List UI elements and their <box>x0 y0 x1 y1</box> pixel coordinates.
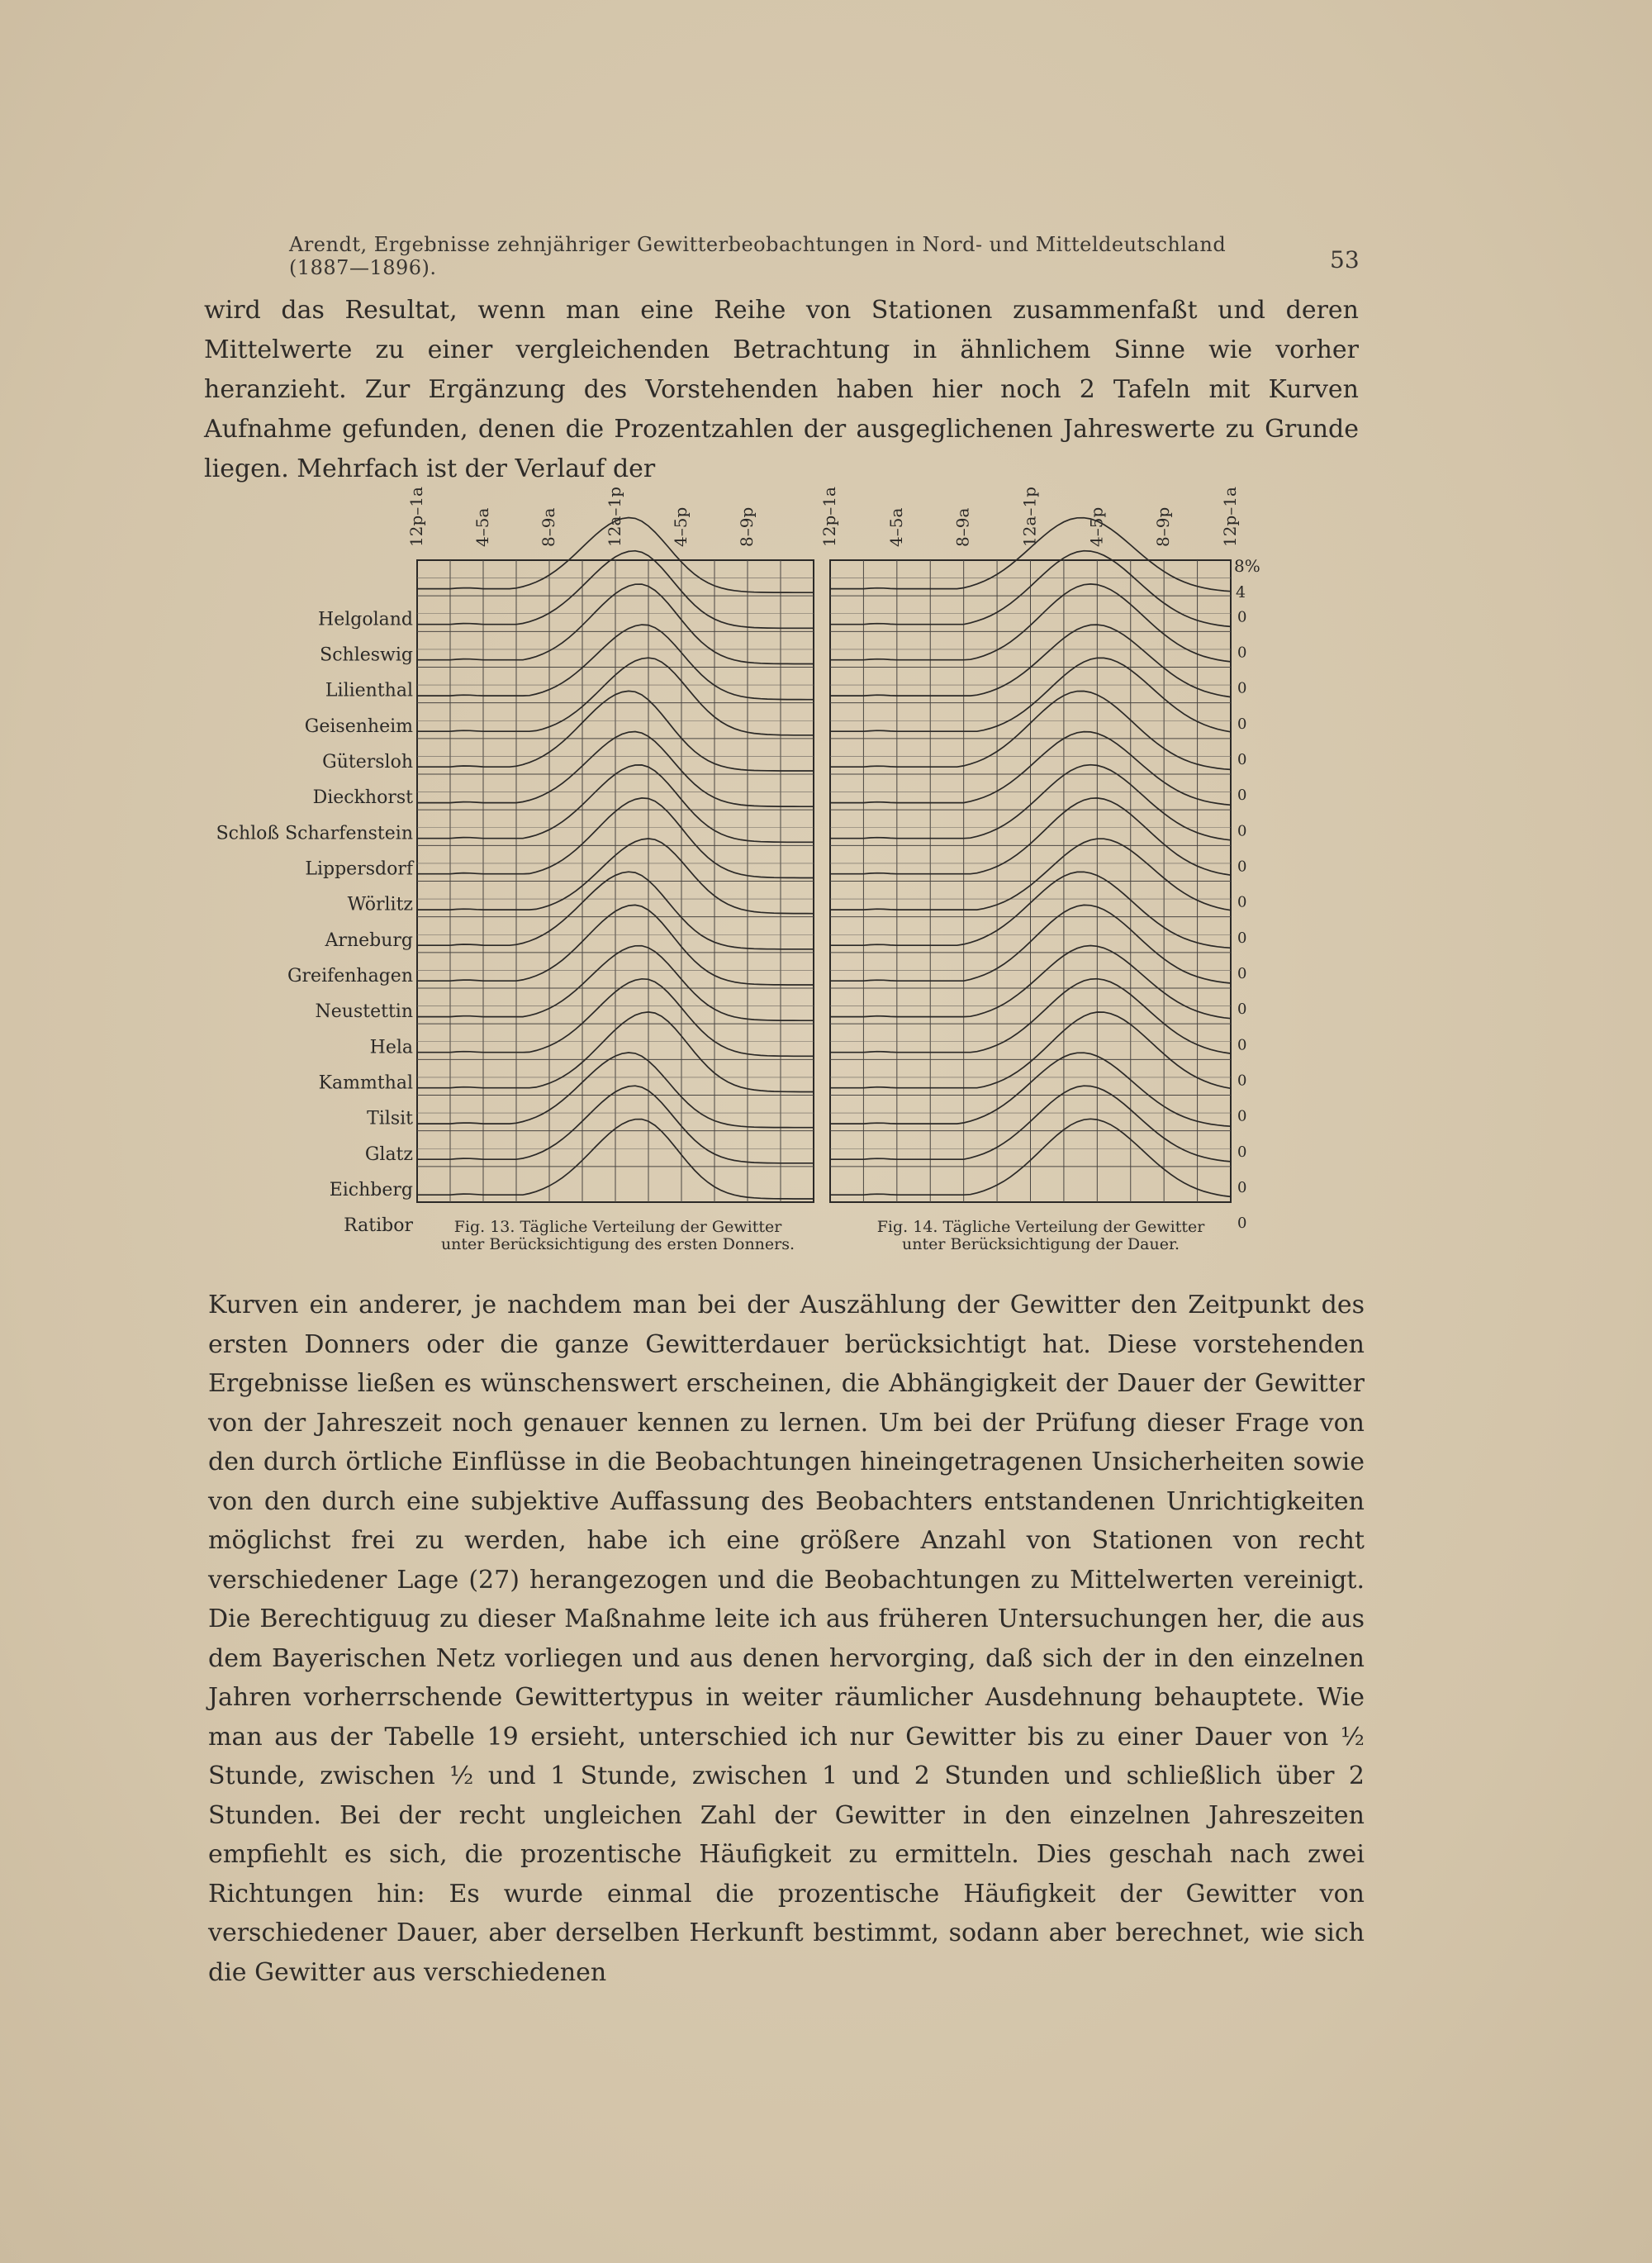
fig14-time-label: 8–9p <box>1153 506 1174 547</box>
scale-8pct-label: 8% <box>1234 556 1260 576</box>
station-label: Gütersloh <box>322 752 413 773</box>
caption-fig13-line1: Fig. 13. Tägliche Verteilung der Gewitter <box>453 1218 782 1236</box>
scale-zero-label: 0 <box>1237 608 1247 626</box>
station-label: Geisenheim <box>304 716 413 737</box>
scale-zero-label: 0 <box>1237 751 1247 768</box>
scale-zero-label: 0 <box>1237 644 1247 662</box>
station-label: Kammthal <box>318 1072 413 1094</box>
scale-zero-label: 0 <box>1237 893 1247 911</box>
station-label: Dieckhorst <box>312 787 413 809</box>
station-label: Wörlitz <box>347 894 413 915</box>
running-head: Arendt, Ergebnisse zehnjähriger Gewitterbeobachtungen in Nord- und Mitteldeutschland (1887—1896). <box>289 233 1227 279</box>
scale-zero-label: 0 <box>1237 1001 1247 1019</box>
station-label: Neustettin <box>315 1001 413 1023</box>
fig14-time-label: 12a–1p <box>1019 487 1040 547</box>
station-label: Tilsit <box>367 1108 413 1129</box>
scale-zero-label: 0 <box>1237 929 1247 947</box>
scale-zero-label: 0 <box>1237 1215 1247 1233</box>
fig13-time-label: 8–9a <box>539 507 558 547</box>
station-label: Lippersdorf <box>305 858 413 880</box>
scale-zero-label: 0 <box>1237 679 1247 697</box>
paragraph-bottom-text: Kurven ein anderer, je nachdem man bei der Auszählung der Gewitter den Zeitpunkt des ersten Donners oder die ganze Gewitterdauer berücksichtigt hat. Diese vorstehenden Ergebnisse ließen es wünschenswert erscheinen, die Abhängigkeit der Dauer der Gewitter von der Jahreszeit noch genauer kennen zu lernen. Um bei der Prüfung dieser Frage von den durch örtliche Einflüsse in die Beobachtungen hineingetragenen Unsicherheiten sowie von den durch eine subjektive Auffassung des Beobachters entstandenen Unrichtigkeiten möglichst frei zu werden, habe ich eine größere Anzahl von Stationen von recht verschiedener Lage (27) herangezogen und die Beobachtungen zu Mittelwerten vereinigt. Die Berechtiguug zu dieser Maßnahme leite ich aus früheren Untersuchungen her, die aus dem Bayerischen Netz vorliegen und aus denen hervorging, daß sich der in den einzelnen Jahren vorherrschende Gewittertypus in weiter räumlicher Ausdehnung behauptete. Wie man aus der Tabelle 19 ersieht, unterschied ich nur Gewitter bis zu einer Dauer von ½ Stunde, zwischen ½ und 1 Stunde, zwischen 1 und 2 Stunden und schließlich über 2 Stunden. Bei der recht ungleichen Zahl der Gewitter in den einzelnen Jahreszeiten empfiehlt es sich, die prozentische Häufigkeit zu ermitteln. Dies geschah nach zwei Richtungen hin: Es wurde einmal die prozentische Häufigkeit der Gewitter von verschiedener Dauer, aber derselben Herkunft bestimmt, sodann aber berechnet, wie sich die Gewitter aus verschiedenen <box>208 1291 1365 1987</box>
scale-4-label: 4 <box>1236 583 1246 601</box>
fig13-time-label: 4–5p <box>671 506 691 547</box>
scale-zero-label: 0 <box>1237 787 1247 805</box>
scale-zero-label: 0 <box>1237 715 1247 733</box>
curves <box>417 518 1231 1200</box>
scale-zero-label: 0 <box>1237 858 1247 876</box>
station-label: Glatz <box>364 1143 413 1165</box>
station-label: Schleswig <box>320 644 413 666</box>
caption-fig14-line1: Fig. 14. Tägliche Verteilung der Gewitter <box>876 1218 1205 1236</box>
caption-fig14 <box>826 1219 1256 1253</box>
fig13-grid <box>417 560 814 1202</box>
fig13-time-label: 4–5a <box>472 507 492 547</box>
station-label: Helgoland <box>318 609 413 630</box>
station-label: Schloß Scharfenstein <box>216 823 413 844</box>
fig14-time-label: 4–5p <box>1086 506 1107 547</box>
fig14-time-label: 12p–1a <box>819 487 839 547</box>
station-label: Lilienthal <box>325 680 413 701</box>
caption-fig14-line2: unter Berücksichtigung der Dauer. <box>901 1235 1180 1253</box>
station-label: Greifenhagen <box>287 966 413 986</box>
caption-fig13-line2: unter Berücksichtigung des ersten Donners. <box>440 1235 795 1253</box>
station-label: Ratibor <box>344 1215 413 1237</box>
paragraph-bottom <box>208 1286 1365 1992</box>
fig14-grid <box>830 560 1231 1202</box>
caption-fig13 <box>403 1219 833 1253</box>
scale-zero-label: 0 <box>1237 822 1247 840</box>
paragraph-top-text: wird das Resultat, wenn man eine Reihe von Stationen zusammenfaßt und deren Mittelwerte zu einer vergleichenden Betrachtung in ähnlichem Sinne wie vorher heranzieht. Zur Ergänzung des Vorstehenden haben hier noch 2 Tafeln mit Kurven Aufnahme gefunden, denen die Prozentzahlen der ausgeglichenen Jahreswerte zu Grunde liegen. Mehrfach ist der Verlauf der <box>204 296 1359 483</box>
fig13-time-label: 12p–1a <box>406 487 426 547</box>
page-number: 53 <box>1330 246 1360 273</box>
scale-zero-label: 0 <box>1237 1179 1247 1196</box>
station-label: Arneburg <box>325 929 413 951</box>
figure-labels <box>216 487 1260 1236</box>
fig14-time-label: 4–5a <box>885 507 906 547</box>
fig14-time-label: 8–9a <box>952 507 973 547</box>
scale-zero-label: 0 <box>1237 1072 1247 1090</box>
station-label: Eichberg <box>329 1180 413 1200</box>
fig14-time-label: 12p–1a <box>1220 487 1240 547</box>
fig13-time-label: 12a–1p <box>605 487 624 547</box>
scale-zero-label: 0 <box>1237 1036 1247 1054</box>
scale-zero-label: 0 <box>1237 965 1247 982</box>
scale-zero-label: 0 <box>1237 1143 1247 1161</box>
fig13-time-label: 8–9p <box>737 506 757 547</box>
station-label: Hela <box>369 1037 413 1058</box>
scale-zero-label: 0 <box>1237 1107 1247 1125</box>
